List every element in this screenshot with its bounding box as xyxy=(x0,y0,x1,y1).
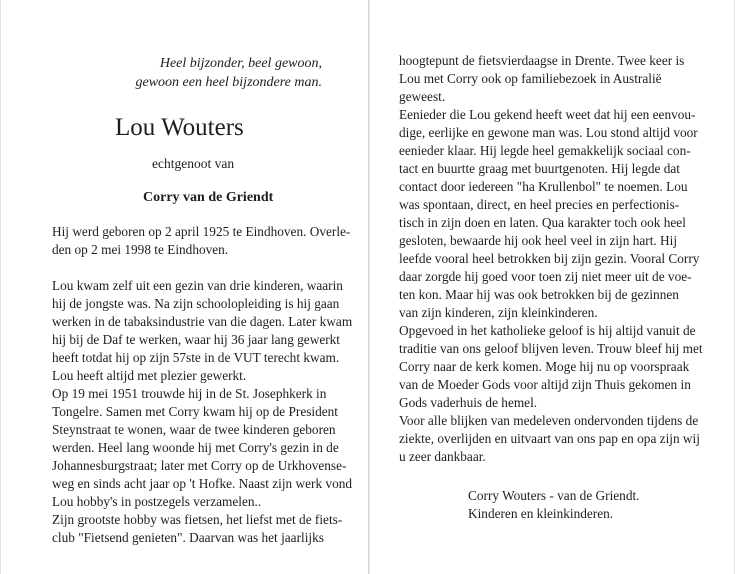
text-line: heeft totdat hij op zijn 57ste in de VUT terecht kwam. xyxy=(52,350,340,365)
text-line: was spontaan, direct, en heel precies en perfectionis- xyxy=(399,197,680,212)
text-line: tisch in zijn doen en laten. Qua karakter toch ook heel xyxy=(399,215,686,230)
signature-line: Corry Wouters - van de Griendt. xyxy=(468,488,640,503)
text-line: Hij werd geboren op 2 april 1925 te Eindhoven. Overle- xyxy=(52,224,351,239)
text-line: ziekte, overlijden en uitvaart van ons pap en opa zijn wij xyxy=(399,431,700,446)
text-line: Eenieder die Lou gekend heeft weet dat hij een eenvou- xyxy=(399,107,696,122)
text-line: gesloten, bewaarde hij ook heel veel in zijn hart. Hij xyxy=(399,233,678,248)
thanks-paragraph xyxy=(399,412,701,466)
text-line: u zeer dankbaar. xyxy=(399,449,486,464)
text-line: den op 2 mei 1998 te Eindhoven. xyxy=(52,242,229,257)
motto-line: Heel bijzonder, beel gewoon, xyxy=(159,56,322,71)
text-line: hij de jongste was. Na zijn schoolopleiding is hij gaan xyxy=(52,296,340,311)
text-line: contact door iedereen "ha Krullenbol" te noemen. Lou xyxy=(399,179,688,194)
spouse-name: Corry van de Griendt xyxy=(143,190,274,205)
spouse-label: echtgenoot van xyxy=(152,156,235,171)
text-line: Tongelre. Samen met Corry kwam hij op de President xyxy=(52,404,338,419)
signature-line: Kinderen en kleinkinderen. xyxy=(468,506,614,521)
text-line: tact en buurtte graag met buurtgenoten. Hij legde dat xyxy=(399,161,680,176)
text-line: Lou heeft altijd met plezier gewerkt. xyxy=(52,368,247,383)
text-line: traditie van ons geloof blijven leven. Trouw bleef hij met xyxy=(399,341,703,356)
text-line: Op 19 mei 1951 trouwde hij in de St. Josephkerk in xyxy=(52,386,327,401)
birth-death-paragraph xyxy=(52,223,358,259)
text-line: Gods vaderhuis de hemel. xyxy=(399,395,538,410)
text-line: dige, eerlijke en gewone man was. Lou stond altijd voor xyxy=(399,125,698,140)
text-line: werden. Heel lang woonde hij met Corry's gezin in de xyxy=(52,440,339,455)
character-paragraph xyxy=(399,52,701,412)
text-line: Lou met Corry ook op familiebezoek in Australië xyxy=(399,71,662,86)
signature xyxy=(468,487,640,523)
deceased-name: Lou Wouters xyxy=(115,114,244,141)
text-line: hoogtepunt de fietsvierdaagse in Drente. Twee keer is xyxy=(399,53,685,68)
text-line: hij bij de Daf te werken, waar hij 36 jaar lang gewerkt xyxy=(52,332,340,347)
text-line: geweest. xyxy=(399,89,446,104)
right-page xyxy=(370,0,735,574)
text-line: Johannesburgstraat; later met Corry op de Urkhovense- xyxy=(52,458,347,473)
motto xyxy=(136,55,323,92)
text-line: Voor alle blijken van medeleven ondervonden tijdens de xyxy=(399,413,699,428)
text-line: Lou kwam zelf uit een gezin van drie kinderen, waarin xyxy=(52,278,343,293)
text-line: eenieder klaar. Hij legde heel gemakkelijk sociaal con- xyxy=(399,143,691,158)
text-line: van de Moeder Gods voor altijd zijn Thuis gekomen in xyxy=(399,377,691,392)
left-page xyxy=(1,0,368,574)
text-line: club "Fietsend genieten". Daarvan was het jaarlijks xyxy=(52,530,324,545)
text-line: leefde vooral heel betrokken bij zijn gezin. Vooral Corry xyxy=(399,251,700,266)
life-story-paragraph xyxy=(52,277,358,547)
text-line: weg en sinds acht jaar op 't Hofke. Naast zijn werk vond xyxy=(52,476,353,491)
text-line: Zijn grootste hobby was fietsen, het liefst met de fiets- xyxy=(52,512,343,527)
text-line: Corry naar de kerk komen. Moge hij nu op voorspraak xyxy=(399,359,690,374)
text-line: daar zorgde hij goed voor toen zij niet meer uit de voe- xyxy=(399,269,692,284)
text-line: van zijn kinderen, zijn kleinkinderen. xyxy=(399,305,598,320)
text-line: Steynstraat te wonen, waar de twee kinderen geboren xyxy=(52,422,336,437)
text-line: ten kon. Maar hij was ook betrokken bij de gezinnen xyxy=(399,287,679,302)
text-line: werken in de tabaksindustrie van die dagen. Later kwam xyxy=(52,314,353,329)
text-line: Lou hobby's in postzegels verzamelen.. xyxy=(52,494,262,509)
motto-line: gewoon een heel bijzondere man. xyxy=(135,74,322,90)
text-line: Opgevoed in het katholieke geloof is hij altijd vanuit de xyxy=(399,323,696,338)
